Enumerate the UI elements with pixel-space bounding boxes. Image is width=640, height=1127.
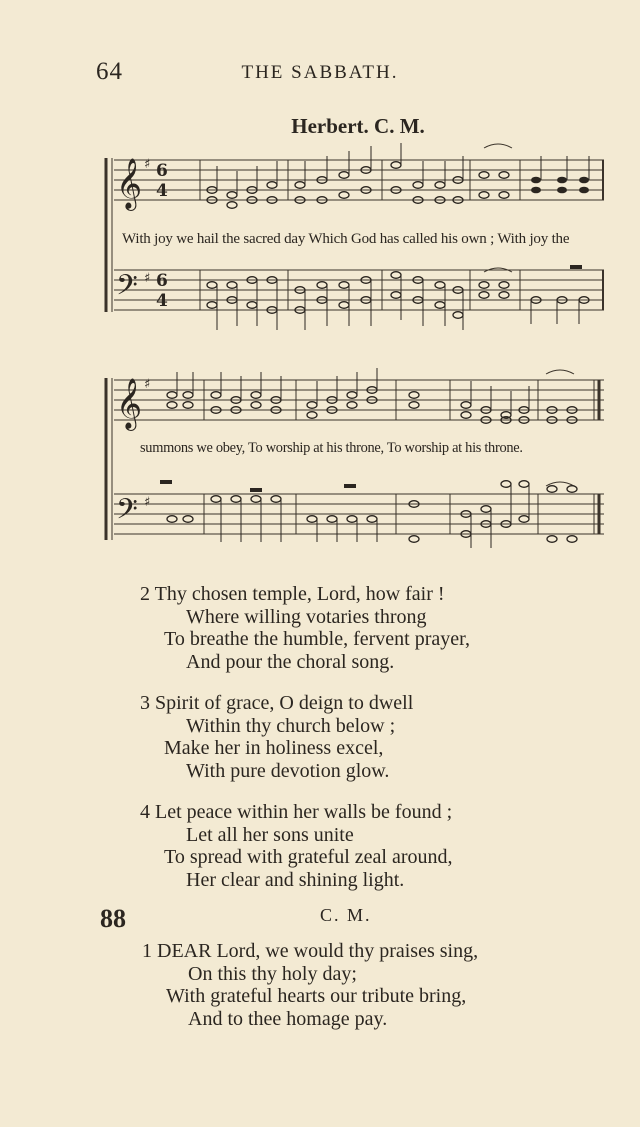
hymn-meter: C. M. <box>320 905 372 925</box>
music-system-2 <box>100 362 606 552</box>
hymn-87-stanzas <box>140 583 470 910</box>
svg-text:4: 4 <box>156 181 168 201</box>
stanza-line: Her clear and shining light. <box>186 868 405 891</box>
stanza-line: 4 Let peace within her walls be found ; <box>140 801 453 823</box>
stanza-line: Within thy church below ; <box>186 714 396 737</box>
svg-text:6: 6 <box>156 271 168 291</box>
svg-text:♯: ♯ <box>144 377 151 392</box>
stanza-line: With grateful hearts our tribute bring, <box>166 985 467 1007</box>
stanza-line: 1 DEAR Lord, we would thy praises sing, <box>142 940 479 962</box>
svg-text:♯: ♯ <box>144 495 151 510</box>
svg-text:𝄞: 𝄞 <box>116 378 143 429</box>
stanza-3 <box>140 692 470 782</box>
stanza-line: And pour the choral song. <box>186 650 395 673</box>
page-number: 64 <box>96 58 123 85</box>
stanza-line: Where willing votaries throng <box>186 605 427 628</box>
svg-text:♯: ♯ <box>144 157 151 172</box>
hymn-88-stanza-1 <box>142 940 478 1030</box>
tune-lyric-line-2: summons we obey, To worship at his throne, To worship at his throne. <box>140 440 523 456</box>
stanza-line: And to thee homage pay. <box>188 1007 388 1030</box>
svg-text:𝄢: 𝄢 <box>116 269 138 309</box>
stanza-line: 2 Thy chosen temple, Lord, how fair ! <box>140 583 445 605</box>
stanza-line: 3 Spirit of grace, O deign to dwell <box>140 692 414 714</box>
tune-lyric-line-1: With joy we hail the sacred day Which God has called his own ; With joy the <box>122 231 570 247</box>
stanza-line: To spread with grateful zeal around, <box>164 846 453 868</box>
stanza-line: Let all her sons unite <box>186 823 354 846</box>
stanza-4 <box>140 801 470 891</box>
stanza-line: Make her in holiness excel, <box>164 737 384 759</box>
svg-text:4: 4 <box>156 291 168 311</box>
score-system-2 <box>100 362 606 552</box>
stanza-line: On this thy holy day; <box>188 962 357 985</box>
running-head: THE SABBATH. <box>241 62 399 83</box>
stanza-line: To breathe the humble, fervent prayer, <box>164 628 470 650</box>
svg-text:6: 6 <box>156 161 168 181</box>
svg-text:𝄢: 𝄢 <box>116 493 138 533</box>
tune-title: Herbert. C. M. <box>291 114 425 138</box>
stanza-2 <box>140 583 470 673</box>
svg-text:♯: ♯ <box>144 271 151 286</box>
svg-text:𝄞: 𝄞 <box>116 158 143 209</box>
hymn-number: 88 <box>100 904 126 933</box>
stanza-line: With pure devotion glow. <box>186 759 390 782</box>
